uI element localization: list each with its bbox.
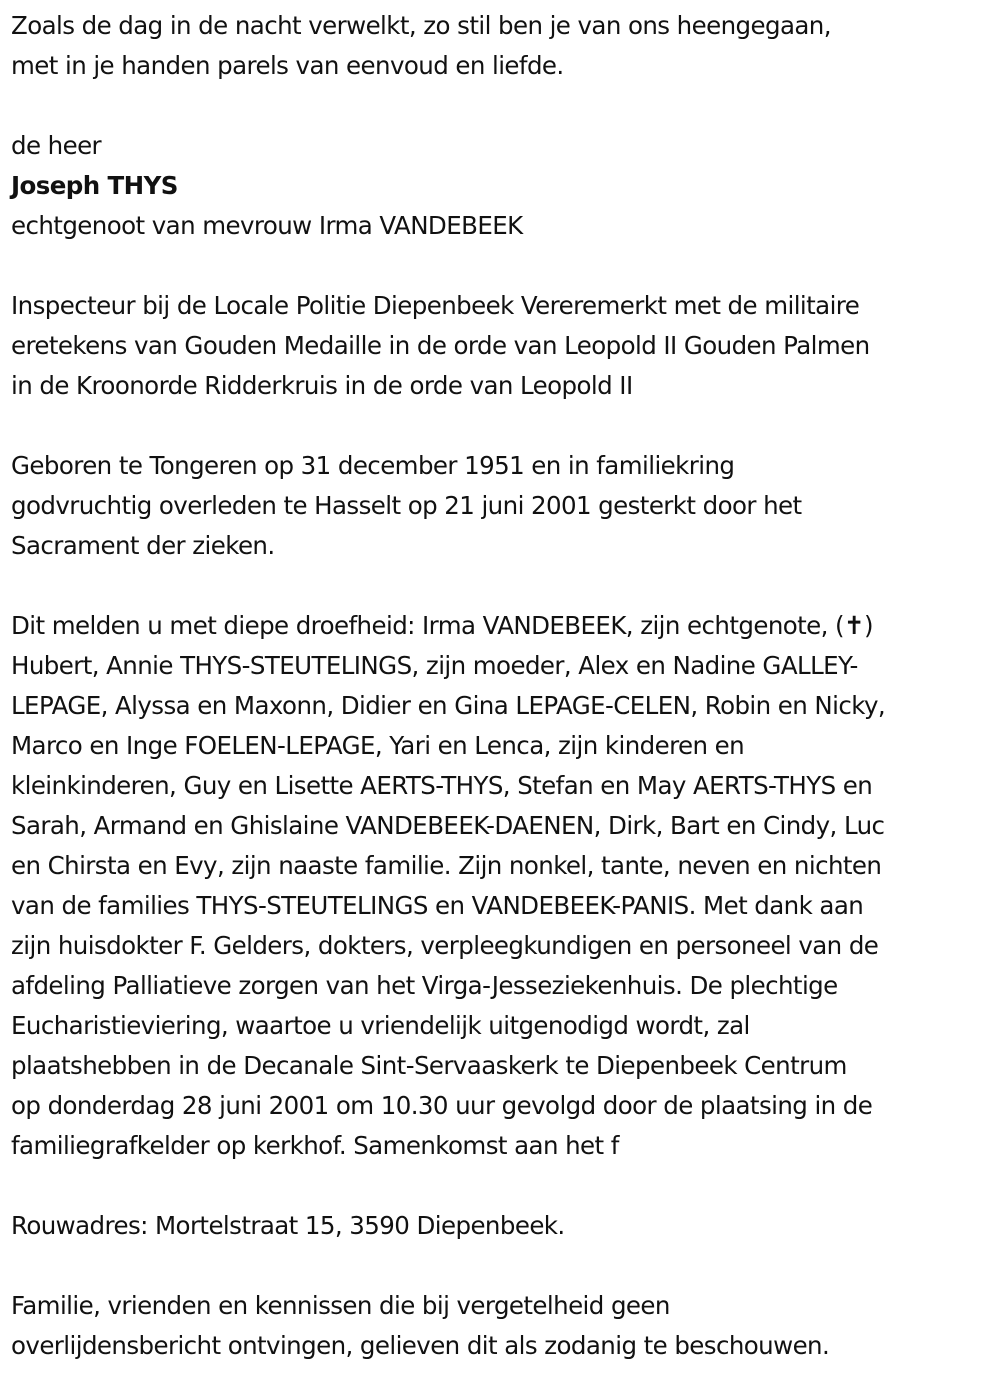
spacer bbox=[11, 86, 1000, 126]
announcement-line: Marco en Inge FOELEN-LEPAGE, Yari en Lenca, zijn kinderen en bbox=[11, 731, 745, 760]
honors-line: eretekens van Gouden Medaille in de orde van Leopold II Gouden Palmen bbox=[11, 331, 870, 360]
closing-line: Familie, vrienden en kennissen die bij vergetelheid geen bbox=[11, 1291, 670, 1320]
announcement-line: plaatshebben in de Decanale Sint-Servaaskerk te Diepenbeek Centrum bbox=[11, 1051, 847, 1080]
announcement-line: familiegrafkelder op kerkhof. Samenkomst aan het f bbox=[11, 1131, 619, 1160]
announcement-line: Hubert, Annie THYS-STEUTELINGS, zijn moeder, Alex en Nadine GALLEY- bbox=[11, 651, 858, 680]
birth-death-line: Geboren te Tongeren op 31 december 1951 en in familiekring bbox=[11, 451, 735, 480]
birth-death-line: Sacrament der zieken. bbox=[11, 531, 275, 560]
announcement-line: van de families THYS-STEUTELINGS en VANDEBEEK-PANIS. Met dank aan bbox=[11, 891, 864, 920]
honors-line: Inspecteur bij de Locale Politie Diepenbeek Vereremerkt met de militaire bbox=[11, 291, 860, 320]
announcement-line: Eucharistieviering, waartoe u vriendelijk uitgenodigd wordt, zal bbox=[11, 1011, 750, 1040]
spacer bbox=[11, 406, 1000, 446]
spacer bbox=[11, 246, 1000, 286]
announcement-line: en Chirsta en Evy, zijn naaste familie. Zijn nonkel, tante, neven en nichten bbox=[11, 851, 882, 880]
announcement-line: zijn huisdokter F. Gelders, dokters, verpleegkundigen en personeel van de bbox=[11, 931, 879, 960]
honors bbox=[11, 286, 1000, 406]
poem-line: met in je handen parels van eenvoud en liefde. bbox=[11, 51, 564, 80]
mourning-address: Rouwadres: Mortelstraat 15, 3590 Diepenbeek. bbox=[11, 1211, 565, 1240]
birth-death-line: godvruchtig overleden te Hasselt op 21 juni 2001 gesterkt door het bbox=[11, 491, 802, 520]
announcement-line: LEPAGE, Alyssa en Maxonn, Didier en Gina LEPAGE-CELEN, Robin en Nicky, bbox=[11, 691, 886, 720]
honors-line: in de Kroonorde Ridderkruis in de orde van Leopold II bbox=[11, 371, 633, 400]
closing bbox=[11, 1286, 1000, 1366]
poem-line: Zoals de dag in de nacht verwelkt, zo stil ben je van ons heengegaan, bbox=[11, 11, 831, 40]
title-prefix: de heer bbox=[11, 131, 102, 160]
deceased-name: Joseph THYS bbox=[11, 171, 178, 200]
spouse-line: echtgenoot van mevrouw Irma VANDEBEEK bbox=[11, 211, 523, 240]
announcement-line: Dit melden u met diepe droefheid: Irma VANDEBEEK, zijn echtgenote, (✝) bbox=[11, 611, 873, 640]
birth-death bbox=[11, 446, 1000, 566]
announcement-line: kleinkinderen, Guy en Lisette AERTS-THYS, Stefan en May AERTS-THYS en bbox=[11, 771, 873, 800]
announcement-line: Sarah, Armand en Ghislaine VANDEBEEK-DAENEN, Dirk, Bart en Cindy, Luc bbox=[11, 811, 885, 840]
announcement-line: op donderdag 28 juni 2001 om 10.30 uur gevolgd door de plaatsing in de bbox=[11, 1091, 873, 1120]
spacer bbox=[11, 1166, 1000, 1206]
closing-line: overlijdensbericht ontvingen, gelieven dit als zodanig te beschouwen. bbox=[11, 1331, 830, 1360]
announcement bbox=[11, 606, 1000, 1166]
poem bbox=[11, 6, 1000, 86]
announcement-line: afdeling Palliatieve zorgen van het Virga-Jesseziekenhuis. De plechtige bbox=[11, 971, 838, 1000]
spacer bbox=[11, 1246, 1000, 1286]
spacer bbox=[11, 566, 1000, 606]
